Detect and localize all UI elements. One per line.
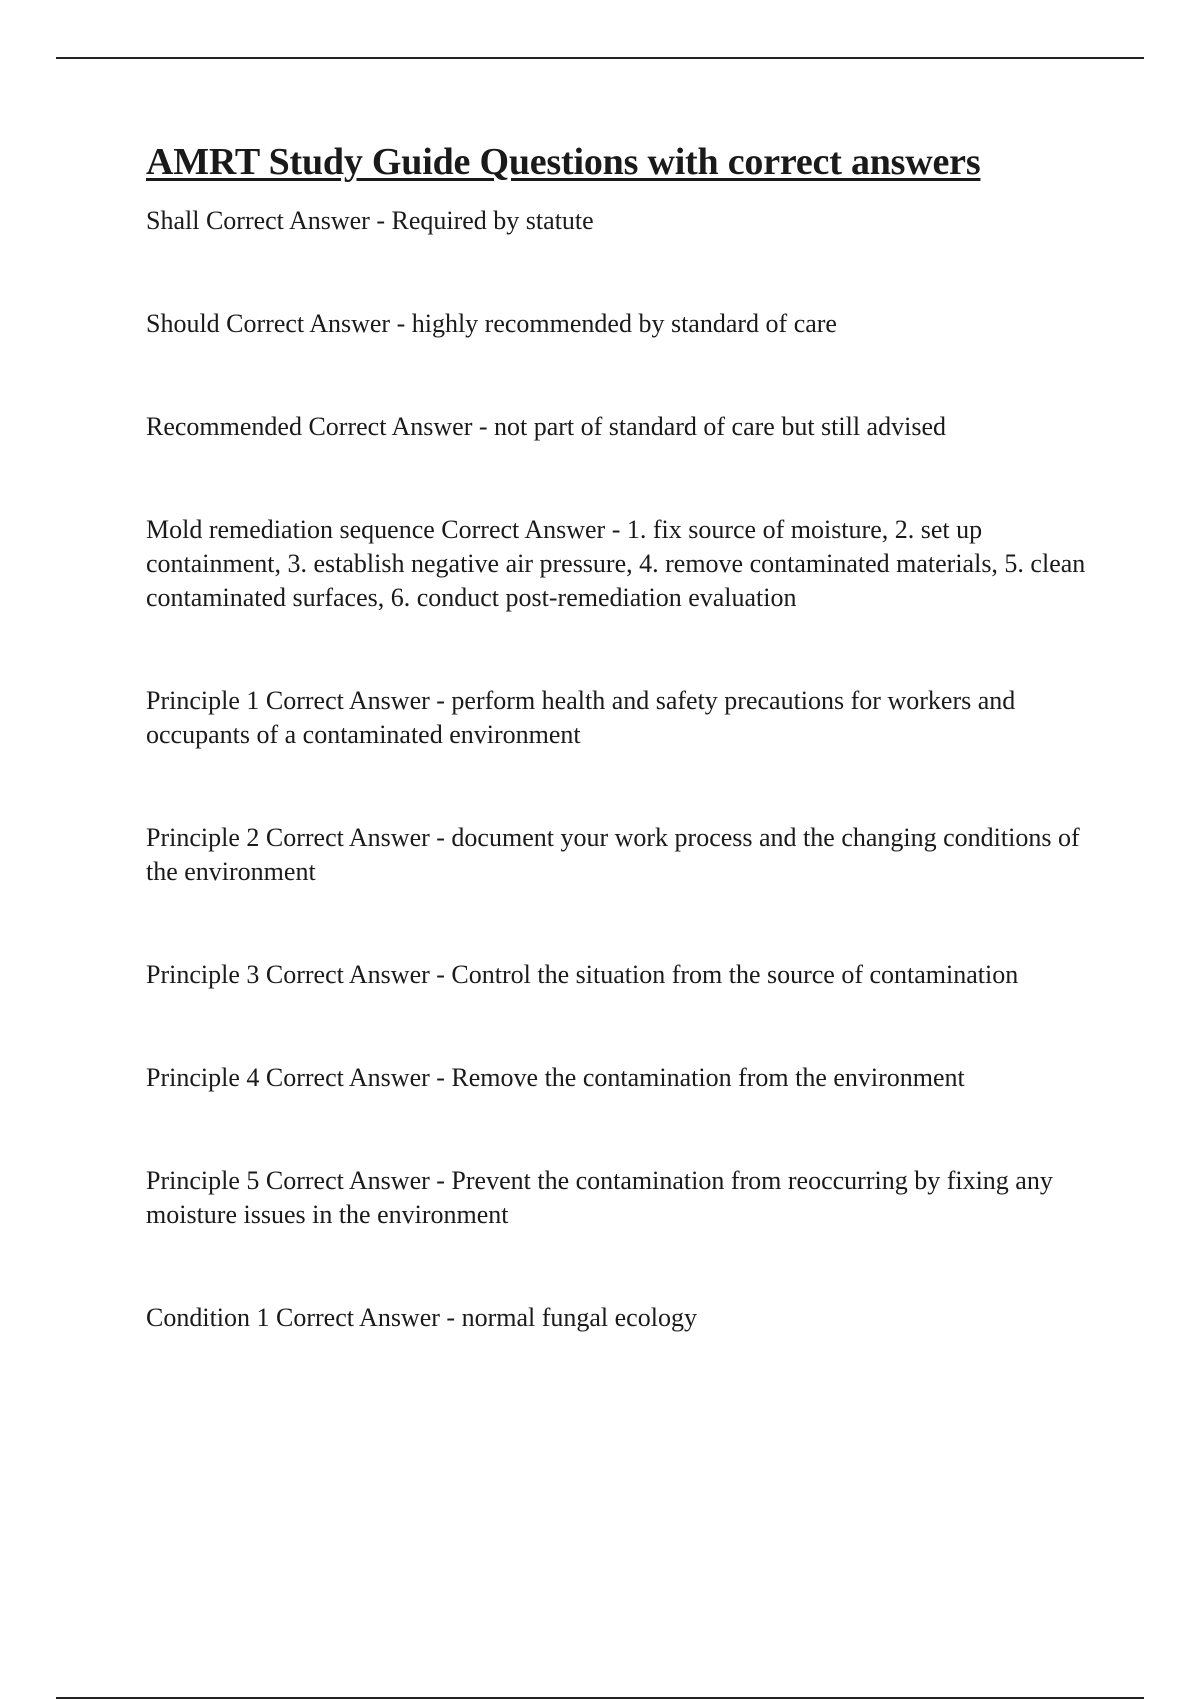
qa-entry-condition-1: Condition 1 Correct Answer - normal fungal ecology bbox=[146, 1302, 697, 1332]
qa-entry-principle-2: Principle 2 Correct Answer - document your work process and the changing conditions of the environment bbox=[146, 822, 1080, 886]
bottom-divider bbox=[56, 1697, 1144, 1699]
document-title: AMRT Study Guide Questions with correct answers bbox=[146, 141, 981, 183]
qa-list bbox=[146, 204, 1090, 1335]
qa-entry-principle-1: Principle 1 Correct Answer - perform health and safety precautions for workers and occupants of a contaminated environment bbox=[146, 685, 1016, 749]
qa-entry-principle-3: Principle 3 Correct Answer - Control the situation from the source of contamination bbox=[146, 959, 1019, 989]
qa-entry-principle-5: Principle 5 Correct Answer - Prevent the contamination from reoccurring by fixing any moisture issues in the environment bbox=[146, 1165, 1053, 1229]
qa-entry-shall: Shall Correct Answer - Required by statute bbox=[146, 205, 594, 235]
qa-entry-recommended: Recommended Correct Answer - not part of standard of care but still advised bbox=[146, 411, 946, 441]
document-body bbox=[146, 140, 1090, 1404]
qa-entry-principle-4: Principle 4 Correct Answer - Remove the contamination from the environment bbox=[146, 1062, 965, 1092]
top-divider bbox=[56, 57, 1144, 59]
qa-entry-mold-remediation-sequence: Mold remediation sequence Correct Answer - 1. fix source of moisture, 2. set up containment, 3. establish negative air pressure, 4. remove contaminated materials, 5. clean contaminated surfaces, 6. conduct post-remediation evaluation bbox=[146, 514, 1086, 612]
qa-entry-should: Should Correct Answer - highly recommended by standard of care bbox=[146, 308, 837, 338]
